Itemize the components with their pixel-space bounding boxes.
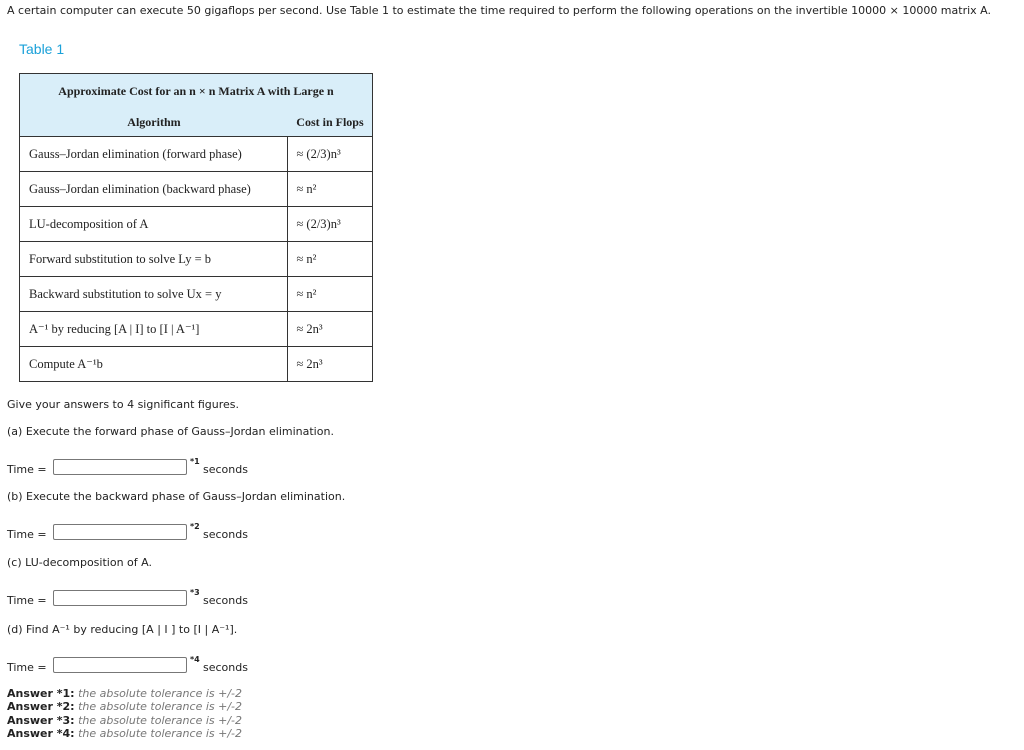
table-row [20, 207, 373, 242]
answer-input-d[interactable] [53, 657, 187, 673]
algorithm-cell: A⁻¹ by reducing [A | I] to [I | A⁻¹] [20, 312, 288, 347]
table-title: Approximate Cost for an n × n Matrix A with Large n [20, 74, 373, 109]
unit-label-d: seconds [203, 661, 248, 674]
algorithm-cell: Gauss–Jordan elimination (backward phase) [20, 172, 288, 207]
algorithm-cell: Gauss–Jordan elimination (forward phase) [20, 137, 288, 172]
cost-table [19, 73, 373, 382]
question-d: (d) Find A⁻¹ by reducing [A | I ] to [I | A⁻¹]. [7, 623, 238, 636]
answer-input-b[interactable] [53, 524, 187, 540]
time-label-c: Time = [7, 594, 47, 607]
answer-note-text: the absolute tolerance is +/-2 [78, 687, 243, 700]
question-a: (a) Execute the forward phase of Gauss–Jordan elimination. [7, 425, 334, 438]
answer-note [7, 714, 242, 727]
answer-note [7, 727, 242, 740]
cost-cell: ≈ (2/3)n³ [288, 137, 373, 172]
table-row [20, 242, 373, 277]
cost-cell: ≈ 2n³ [288, 347, 373, 382]
unit-label-c: seconds [203, 594, 248, 607]
time-label-a: Time = [7, 463, 47, 476]
time-label-d: Time = [7, 661, 47, 674]
column-header-cost: Cost in Flops [288, 108, 373, 137]
table-row [20, 137, 373, 172]
answer-input-a[interactable] [53, 459, 187, 475]
algorithm-cell: Compute A⁻¹b [20, 347, 288, 382]
answer-note-text: the absolute tolerance is +/-2 [78, 700, 243, 713]
answer-input-c[interactable] [53, 590, 187, 606]
table-row [20, 312, 373, 347]
cost-cell: ≈ n² [288, 172, 373, 207]
answer-note-label: Answer *1: [7, 687, 75, 700]
answer-note-label: Answer *3: [7, 714, 75, 727]
table-caption: Table 1 [19, 41, 65, 57]
table-row [20, 172, 373, 207]
algorithm-cell: LU-decomposition of A [20, 207, 288, 242]
column-header-algorithm: Algorithm [20, 108, 288, 137]
question-b: (b) Execute the backward phase of Gauss–Jordan elimination. [7, 490, 346, 503]
problem-statement: A certain computer can execute 50 gigaflops per second. Use Table 1 to estimate the time required to perform the following operations on the invertible 10000 × 10000 matrix A. [7, 4, 991, 17]
answer-marker-d: *4 [190, 655, 200, 664]
cost-cell: ≈ (2/3)n³ [288, 207, 373, 242]
answer-note-label: Answer *2: [7, 700, 75, 713]
table-row [20, 347, 373, 382]
cost-cell: ≈ n² [288, 277, 373, 312]
answer-note-text: the absolute tolerance is +/-2 [78, 714, 243, 727]
answer-note-text: the absolute tolerance is +/-2 [78, 727, 243, 740]
answer-note [7, 687, 242, 700]
algorithm-cell: Backward substitution to solve Ux = y [20, 277, 288, 312]
unit-label-b: seconds [203, 528, 248, 541]
answer-note-label: Answer *4: [7, 727, 75, 740]
unit-label-a: seconds [203, 463, 248, 476]
question-c: (c) LU-decomposition of A. [7, 556, 152, 569]
instructions: Give your answers to 4 significant figures. [7, 398, 240, 411]
cost-cell: ≈ 2n³ [288, 312, 373, 347]
answer-marker-b: *2 [190, 522, 200, 531]
answer-note [7, 700, 242, 713]
answer-marker-c: *3 [190, 588, 200, 597]
answer-marker-a: *1 [190, 457, 200, 466]
cost-cell: ≈ n² [288, 242, 373, 277]
table-row [20, 277, 373, 312]
algorithm-cell: Forward substitution to solve Ly = b [20, 242, 288, 277]
time-label-b: Time = [7, 528, 47, 541]
